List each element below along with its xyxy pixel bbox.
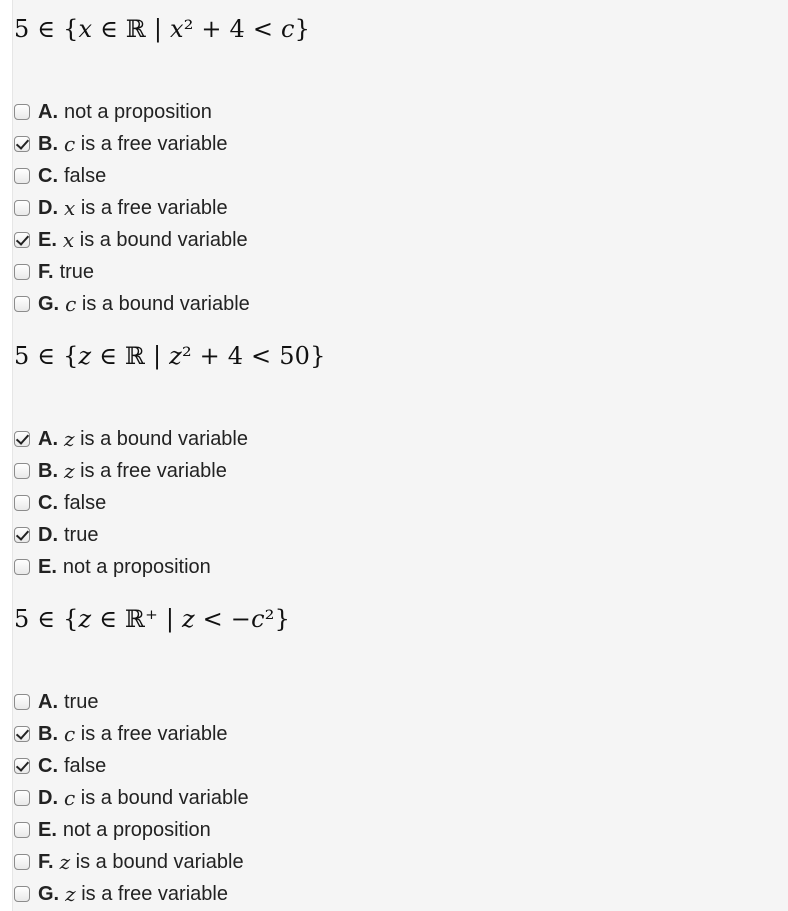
- option-variable: z: [65, 882, 76, 906]
- question-3: [14, 604, 764, 906]
- option-text: not a proposition: [62, 818, 211, 841]
- option-letter: C.: [38, 491, 58, 514]
- option-checkbox[interactable]: [14, 136, 30, 152]
- option-letter: A.: [38, 100, 58, 123]
- option-checkbox[interactable]: [14, 559, 30, 575]
- option-checkbox[interactable]: [14, 790, 30, 806]
- option-text: is a bound variable: [79, 228, 248, 251]
- option-checkbox[interactable]: [14, 200, 30, 216]
- option-text: false: [64, 164, 107, 187]
- option-letter: B.: [38, 132, 58, 155]
- option-letter: E.: [38, 818, 57, 841]
- option-text: not a proposition: [62, 555, 211, 578]
- option-checkbox[interactable]: [14, 104, 30, 120]
- option-text: true: [59, 260, 95, 283]
- question-2: [14, 341, 764, 578]
- option-variable: x: [64, 196, 76, 220]
- option-text: is a bound variable: [75, 850, 244, 873]
- option-variable: z: [64, 427, 75, 451]
- option-checkbox[interactable]: [14, 726, 30, 742]
- option-letter: E.: [38, 228, 57, 251]
- option-text: false: [64, 491, 107, 514]
- option-variable: x: [62, 228, 75, 252]
- option-letter: A.: [38, 427, 58, 450]
- option-letter: C.: [38, 754, 58, 777]
- option-checkbox[interactable]: [14, 296, 30, 312]
- option-c[interactable]: [14, 160, 250, 192]
- option-f[interactable]: [14, 846, 249, 878]
- option-checkbox[interactable]: [14, 168, 30, 184]
- option-letter: B.: [38, 459, 58, 482]
- option-checkbox[interactable]: [14, 822, 30, 838]
- option-e[interactable]: [14, 224, 250, 256]
- option-d[interactable]: [14, 192, 250, 224]
- option-g[interactable]: [14, 878, 249, 910]
- option-checkbox[interactable]: [14, 431, 30, 447]
- option-text: is a free variable: [80, 132, 228, 155]
- option-variable: c: [64, 132, 76, 156]
- option-text: is a free variable: [80, 196, 228, 219]
- option-e[interactable]: [14, 814, 249, 846]
- option-a[interactable]: [14, 96, 250, 128]
- answer-options: [14, 423, 248, 583]
- option-g[interactable]: [14, 288, 250, 320]
- option-checkbox[interactable]: [14, 527, 30, 543]
- option-checkbox[interactable]: [14, 495, 30, 511]
- option-text: is a bound variable: [80, 427, 248, 450]
- option-checkbox[interactable]: [14, 694, 30, 710]
- option-variable: z: [64, 459, 75, 483]
- option-text: is a free variable: [80, 459, 227, 482]
- option-text: true: [64, 690, 99, 713]
- option-e[interactable]: [14, 551, 248, 583]
- option-a[interactable]: [14, 423, 248, 455]
- option-checkbox[interactable]: [14, 232, 30, 248]
- answer-options: [14, 686, 249, 910]
- option-letter: F.: [38, 260, 54, 283]
- option-b[interactable]: [14, 128, 250, 160]
- option-variable: c: [64, 722, 76, 746]
- question-stem: 5 ∈ {𝑥 ∈ ℝ | 𝑥² + 4 < 𝑐}: [14, 15, 311, 43]
- option-d[interactable]: [14, 519, 248, 551]
- question-stem: 5 ∈ {𝑧 ∈ ℝ⁺ | 𝑧 < −𝑐²}: [14, 605, 291, 633]
- option-f[interactable]: [14, 256, 250, 288]
- option-letter: B.: [38, 722, 58, 745]
- option-text: not a proposition: [64, 100, 212, 123]
- option-letter: C.: [38, 164, 58, 187]
- option-checkbox[interactable]: [14, 886, 30, 902]
- option-text: false: [64, 754, 107, 777]
- option-b[interactable]: [14, 718, 249, 750]
- option-text: is a bound variable: [81, 292, 250, 315]
- option-checkbox[interactable]: [14, 758, 30, 774]
- question-stem: 5 ∈ {𝑧 ∈ ℝ | 𝑧² + 4 < 50}: [14, 342, 326, 370]
- option-letter: D.: [38, 786, 58, 809]
- option-c[interactable]: [14, 750, 249, 782]
- option-text: is a bound variable: [80, 786, 249, 809]
- option-letter: G.: [38, 882, 60, 905]
- option-b[interactable]: [14, 455, 248, 487]
- option-a[interactable]: [14, 686, 249, 718]
- option-checkbox[interactable]: [14, 463, 30, 479]
- option-checkbox[interactable]: [14, 264, 30, 280]
- option-text: is a free variable: [80, 722, 228, 745]
- option-letter: D.: [38, 523, 58, 546]
- option-text: is a free variable: [81, 882, 228, 905]
- option-letter: E.: [38, 555, 57, 578]
- option-variable: c: [64, 786, 76, 810]
- option-variable: z: [59, 850, 71, 874]
- option-variable: c: [65, 292, 77, 316]
- option-letter: D.: [38, 196, 58, 219]
- option-checkbox[interactable]: [14, 854, 30, 870]
- answer-options: [14, 96, 250, 320]
- option-letter: A.: [38, 690, 58, 713]
- option-letter: G.: [38, 292, 60, 315]
- option-d[interactable]: [14, 782, 249, 814]
- option-text: true: [64, 523, 99, 546]
- option-letter: F.: [38, 850, 54, 873]
- option-c[interactable]: [14, 487, 248, 519]
- question-1: [14, 14, 764, 316]
